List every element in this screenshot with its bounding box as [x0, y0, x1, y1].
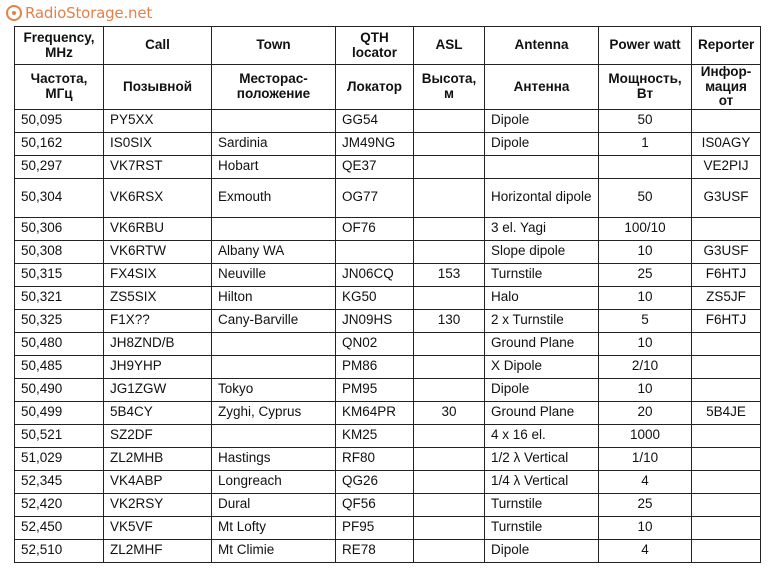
cell-frequency: 50,306: [15, 217, 104, 240]
col-header-reporter-ru: Инфор-мация от: [692, 65, 761, 110]
cell-frequency: 52,450: [15, 516, 104, 539]
cell-town: Mt Lofty: [212, 516, 336, 539]
col-header-town-ru: Месторас-положение: [212, 65, 336, 110]
beacon-table: [14, 26, 761, 563]
cell-qth-locator: OF76: [336, 217, 414, 240]
cell-town: Hobart: [212, 155, 336, 178]
cell-asl: [414, 539, 485, 562]
cell-antenna: Ground Plane: [485, 401, 599, 424]
cell-qth-locator: KM25: [336, 424, 414, 447]
cell-antenna: Dipole: [485, 109, 599, 132]
header-row-english: [15, 27, 761, 65]
cell-qth-locator: PF95: [336, 516, 414, 539]
cell-qth-locator: KG50: [336, 286, 414, 309]
cell-frequency: 50,297: [15, 155, 104, 178]
table-row: [15, 263, 761, 286]
table-row: [15, 240, 761, 263]
cell-town: Dural: [212, 493, 336, 516]
cell-antenna: Turnstile: [485, 493, 599, 516]
cell-town: Albany WA: [212, 240, 336, 263]
cell-call: VK6RSX: [104, 178, 212, 217]
table-row: [15, 355, 761, 378]
cell-town: [212, 355, 336, 378]
cell-frequency: 50,485: [15, 355, 104, 378]
cell-asl: [414, 516, 485, 539]
col-header-frequency-ru: Частота, МГц: [15, 65, 104, 110]
col-header-asl-ru: Высота, м: [414, 65, 485, 110]
cell-town: Exmouth: [212, 178, 336, 217]
cell-power: 10: [599, 286, 692, 309]
cell-qth-locator: GG54: [336, 109, 414, 132]
cell-power: 10: [599, 378, 692, 401]
cell-asl: [414, 470, 485, 493]
cell-reporter: [692, 447, 761, 470]
cell-qth-locator: OG77: [336, 178, 414, 217]
cell-call: PY5XX: [104, 109, 212, 132]
cell-power: 1000: [599, 424, 692, 447]
cell-frequency: 50,480: [15, 332, 104, 355]
cell-asl: [414, 132, 485, 155]
cell-antenna: Turnstile: [485, 263, 599, 286]
cell-asl: [414, 155, 485, 178]
cell-town: Sardinia: [212, 132, 336, 155]
col-header-reporter: Reporter: [692, 27, 761, 65]
cell-asl: [414, 424, 485, 447]
cell-qth-locator: RE78: [336, 539, 414, 562]
cell-frequency: 52,420: [15, 493, 104, 516]
cell-frequency: 50,321: [15, 286, 104, 309]
cell-power: 20: [599, 401, 692, 424]
cell-call: ZS5SIX: [104, 286, 212, 309]
cell-reporter: [692, 539, 761, 562]
cell-asl: [414, 217, 485, 240]
cell-frequency: 50,162: [15, 132, 104, 155]
cell-qth-locator: QN02: [336, 332, 414, 355]
site-watermark: [6, 4, 152, 22]
table-row: [15, 109, 761, 132]
cell-power: 50: [599, 109, 692, 132]
cell-reporter: G3USF: [692, 240, 761, 263]
table-row: [15, 286, 761, 309]
table-row: [15, 132, 761, 155]
cell-antenna: Slope dipole: [485, 240, 599, 263]
cell-antenna: Horizontal dipole: [485, 178, 599, 217]
cell-town: Longreach: [212, 470, 336, 493]
cell-qth-locator: QF56: [336, 493, 414, 516]
cell-antenna: [485, 155, 599, 178]
cell-qth-locator: RF80: [336, 447, 414, 470]
cell-antenna: 1/4 λ Vertical: [485, 470, 599, 493]
cell-antenna: Halo: [485, 286, 599, 309]
cell-qth-locator: QG26: [336, 470, 414, 493]
cell-reporter: [692, 109, 761, 132]
table-row: [15, 424, 761, 447]
cell-power: 100/10: [599, 217, 692, 240]
cell-call: VK7RST: [104, 155, 212, 178]
cell-town: Mt Climie: [212, 539, 336, 562]
cell-call: VK2RSY: [104, 493, 212, 516]
cell-asl: 130: [414, 309, 485, 332]
cell-frequency: 52,510: [15, 539, 104, 562]
cell-call: VK6RBU: [104, 217, 212, 240]
table-row: [15, 493, 761, 516]
cell-call: VK4ABP: [104, 470, 212, 493]
cell-power: 1/10: [599, 447, 692, 470]
cell-asl: [414, 286, 485, 309]
cell-town: Hastings: [212, 447, 336, 470]
cell-call: F1X??: [104, 309, 212, 332]
table-row: [15, 217, 761, 240]
cell-antenna: 3 el. Yagi: [485, 217, 599, 240]
table-row: [15, 178, 761, 217]
cell-town: Neuville: [212, 263, 336, 286]
cell-asl: [414, 109, 485, 132]
col-header-power-ru: Мощность, Вт: [599, 65, 692, 110]
cell-reporter: ZS5JF: [692, 286, 761, 309]
table-row: [15, 447, 761, 470]
cell-town: Hilton: [212, 286, 336, 309]
cell-asl: 153: [414, 263, 485, 286]
cell-call: JH8ZND/B: [104, 332, 212, 355]
col-header-qth-locator: QTH locator: [336, 27, 414, 65]
cell-qth-locator: JN09HS: [336, 309, 414, 332]
cell-reporter: [692, 217, 761, 240]
cell-asl: [414, 240, 485, 263]
cell-antenna: Turnstile: [485, 516, 599, 539]
col-header-antenna-ru: Антенна: [485, 65, 599, 110]
cell-call: VK5VF: [104, 516, 212, 539]
cell-asl: [414, 178, 485, 217]
cell-antenna: X Dipole: [485, 355, 599, 378]
cell-antenna: Dipole: [485, 539, 599, 562]
cell-call: SZ2DF: [104, 424, 212, 447]
cell-call: JH9YHP: [104, 355, 212, 378]
cell-reporter: [692, 424, 761, 447]
col-header-power: Power watt: [599, 27, 692, 65]
cell-frequency: 50,308: [15, 240, 104, 263]
cell-frequency: 50,304: [15, 178, 104, 217]
cell-reporter: G3USF: [692, 178, 761, 217]
cell-town: Cany-Barville: [212, 309, 336, 332]
col-header-call: Call: [104, 27, 212, 65]
cell-reporter: [692, 355, 761, 378]
cell-antenna: 4 x 16 el.: [485, 424, 599, 447]
cell-frequency: 50,499: [15, 401, 104, 424]
cell-power: 10: [599, 516, 692, 539]
table-row: [15, 332, 761, 355]
cell-call: ZL2MHB: [104, 447, 212, 470]
watermark-text: RadioStorage.net: [25, 4, 153, 22]
cell-asl: [414, 355, 485, 378]
cell-frequency: 50,521: [15, 424, 104, 447]
cell-asl: 30: [414, 401, 485, 424]
cell-reporter: [692, 332, 761, 355]
cell-town: Zyghi, Cyprus: [212, 401, 336, 424]
cell-reporter: F6HTJ: [692, 263, 761, 286]
cell-power: 25: [599, 263, 692, 286]
cell-power: 25: [599, 493, 692, 516]
col-header-asl: ASL: [414, 27, 485, 65]
cell-antenna: Dipole: [485, 132, 599, 155]
cell-antenna: Dipole: [485, 378, 599, 401]
cell-town: [212, 109, 336, 132]
cell-asl: [414, 378, 485, 401]
cell-reporter: VE2PIJ: [692, 155, 761, 178]
cell-frequency: 50,325: [15, 309, 104, 332]
cell-asl: [414, 493, 485, 516]
radio-logo-icon: [6, 5, 22, 21]
table-body: [15, 109, 761, 562]
cell-power: 10: [599, 332, 692, 355]
cell-qth-locator: KM64PR: [336, 401, 414, 424]
cell-qth-locator: PM95: [336, 378, 414, 401]
cell-asl: [414, 332, 485, 355]
cell-reporter: [692, 516, 761, 539]
cell-call: VK6RTW: [104, 240, 212, 263]
header-row-russian: [15, 65, 761, 110]
table-row: [15, 539, 761, 562]
cell-reporter: [692, 493, 761, 516]
col-header-antenna: Antenna: [485, 27, 599, 65]
cell-call: 5B4CY: [104, 401, 212, 424]
cell-frequency: 50,490: [15, 378, 104, 401]
cell-power: 2/10: [599, 355, 692, 378]
cell-antenna: Ground Plane: [485, 332, 599, 355]
cell-power: [599, 155, 692, 178]
cell-power: 50: [599, 178, 692, 217]
cell-qth-locator: JN06CQ: [336, 263, 414, 286]
cell-call: FX4SIX: [104, 263, 212, 286]
table-row: [15, 470, 761, 493]
table-row: [15, 401, 761, 424]
cell-frequency: 50,095: [15, 109, 104, 132]
table-row: [15, 309, 761, 332]
cell-power: 10: [599, 240, 692, 263]
cell-antenna: 2 x Turnstile: [485, 309, 599, 332]
cell-power: 4: [599, 470, 692, 493]
table-row: [15, 378, 761, 401]
cell-frequency: 50,315: [15, 263, 104, 286]
cell-frequency: 52,345: [15, 470, 104, 493]
cell-qth-locator: [336, 240, 414, 263]
cell-town: [212, 332, 336, 355]
cell-town: Tokyo: [212, 378, 336, 401]
cell-reporter: 5B4JE: [692, 401, 761, 424]
cell-antenna: 1/2 λ Vertical: [485, 447, 599, 470]
col-header-call-ru: Позывной: [104, 65, 212, 110]
cell-qth-locator: JM49NG: [336, 132, 414, 155]
cell-power: 5: [599, 309, 692, 332]
cell-power: 1: [599, 132, 692, 155]
cell-qth-locator: QE37: [336, 155, 414, 178]
cell-qth-locator: PM86: [336, 355, 414, 378]
cell-frequency: 51,029: [15, 447, 104, 470]
col-header-frequency: Frequency, MHz: [15, 27, 104, 65]
table-row: [15, 155, 761, 178]
cell-town: [212, 424, 336, 447]
table-row: [15, 516, 761, 539]
col-header-qth-locator-ru: Локатор: [336, 65, 414, 110]
cell-asl: [414, 447, 485, 470]
cell-power: 4: [599, 539, 692, 562]
col-header-town: Town: [212, 27, 336, 65]
cell-town: [212, 217, 336, 240]
cell-reporter: IS0AGY: [692, 132, 761, 155]
cell-reporter: [692, 378, 761, 401]
cell-call: IS0SIX: [104, 132, 212, 155]
cell-call: JG1ZGW: [104, 378, 212, 401]
cell-call: ZL2MHF: [104, 539, 212, 562]
cell-reporter: [692, 470, 761, 493]
cell-reporter: F6HTJ: [692, 309, 761, 332]
